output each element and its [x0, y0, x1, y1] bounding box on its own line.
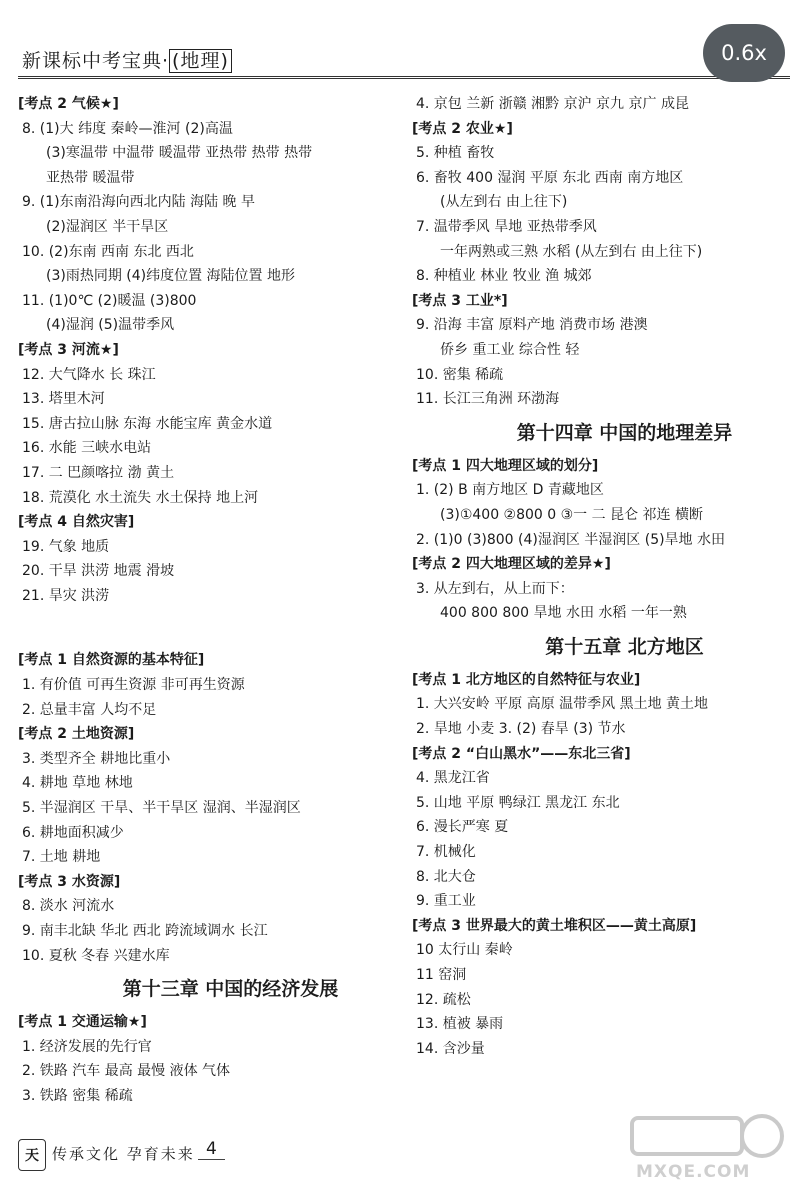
answer-line: 1. (2) B 南方地区 D 青藏地区: [416, 482, 604, 499]
watermark: [612, 1108, 792, 1188]
answer-line: 2. (1)0 (3)800 (4)湿润区 半湿润区 (5)旱地 水田: [416, 531, 726, 548]
answer-line: 21. 旱灾 洪涝: [22, 587, 110, 604]
right-column: [412, 92, 797, 1061]
answer-line-continued: 400 800 800 旱地 水田 水稻 一年一熟: [440, 605, 687, 622]
answer-line: 5. 山地 平原 鸭绿江 黑龙江 东北: [416, 794, 620, 811]
section-heading: [考点 3 工业*]: [412, 292, 508, 309]
answer-line: 7. 土地 耕地: [22, 849, 101, 866]
section-heading: [考点 3 河流★]: [18, 341, 119, 358]
answer-line: 3. 类型齐全 耕地比重小: [22, 750, 171, 767]
answer-line: 4. 黑龙江省: [416, 770, 490, 787]
answer-line: 2. 旱地 小麦 3. (2) 春旱 (3) 节水: [416, 721, 626, 738]
answer-line: 5. 种植 畜牧: [416, 145, 495, 162]
chapter-title: 第十五章 北方地区: [545, 635, 704, 658]
answer-line: 2. 总量丰富 人均不足: [22, 701, 157, 718]
answer-line: 6. 漫长严寒 夏: [416, 819, 509, 836]
publisher-slogan: 传承文化 孕育未来: [52, 1145, 195, 1163]
answer-line: 7. 温带季风 旱地 亚热带季风: [416, 218, 597, 235]
watermark-text: MXQE.COM: [636, 1162, 751, 1182]
section-heading: [考点 2 四大地理区域的差异★]: [412, 556, 611, 573]
section-heading: [考点 4 自然灾害]: [18, 514, 135, 531]
answer-line: 7. 机械化: [416, 844, 476, 861]
answer-line: 17. 二 巴颜喀拉 渤 黄土: [22, 464, 175, 481]
answer-line: 1. 大兴安岭 平原 高原 温带季风 黑土地 黄土地: [416, 696, 709, 713]
answer-line: 6. 畜牧 400 湿润 平原 东北 西南 南方地区: [416, 169, 684, 186]
answer-line: 12. 疏松: [416, 991, 471, 1008]
answer-line-continued: (3)①400 ②800 0 ③一 二 昆仑 祁连 横断: [440, 506, 703, 523]
section-heading: [考点 2 “白山黑水”——东北三省]: [412, 745, 631, 762]
zoom-level-button[interactable]: 0.6x: [703, 24, 785, 82]
answer-line: 13. 植被 暴雨: [416, 1016, 504, 1033]
chapter-title: 第十四章 中国的地理差异: [516, 421, 733, 444]
answer-line: 11. (1)0℃ (2)暖温 (3)800: [22, 292, 197, 309]
answer-line: 18. 荒漠化 水土流失 水土保持 地上河: [22, 489, 259, 506]
answer-line: 15. 唐古拉山脉 东海 水能宝库 黄金水道: [22, 415, 273, 432]
page-header: [0, 0, 800, 92]
section-heading: [考点 1 交通运输★]: [18, 1014, 147, 1031]
answer-line: 19. 气象 地质: [22, 538, 110, 555]
answer-line: 9. 重工业: [416, 893, 476, 910]
answer-line-continued: (2)湿润区 半干旱区: [46, 218, 169, 235]
answer-line: 8. 淡水 河流水: [22, 898, 115, 915]
section-heading: [考点 2 土地资源]: [18, 726, 135, 743]
answer-line: 8. (1)大 纬度 秦岭—淮河 (2)高温: [22, 120, 233, 137]
answer-line-continued: 一年两熟或三熟 水稻 (从左到右 由上往下): [440, 243, 703, 260]
answer-line-continued: (3)雨热同期 (4)纬度位置 海陆位置 地形: [46, 268, 296, 285]
answer-line-continued: 亚热带 暖温带: [46, 169, 135, 186]
answer-line: 10 太行山 秦岭: [416, 942, 513, 959]
answer-line-continued: (从左到右 由上往下): [440, 194, 568, 211]
answer-line: 12. 大气降水 长 珠江: [22, 366, 156, 383]
answer-line: 11. 长江三角洲 环渤海: [416, 391, 560, 408]
answer-line: 11 窑洞: [416, 967, 467, 983]
answer-line: 10. (2)东南 西南 东北 西北: [22, 243, 194, 260]
answer-line: 1. 有价值 可再生资源 非可再生资源: [22, 677, 245, 694]
answer-line-continued: 侨乡 重工业 综合性 轻: [440, 341, 580, 358]
subject-label: (地理): [169, 49, 232, 73]
spacer: [18, 608, 403, 648]
answer-line: 9. 南丰北缺 华北 西北 跨流域调水 长江: [22, 923, 268, 939]
answer-line: 4. 耕地 草地 林地: [22, 775, 133, 792]
answer-line-continued: (3)寒温带 中温带 暖温带 亚热带 热带 热带: [46, 145, 313, 162]
answer-line: 14. 含沙量: [416, 1040, 485, 1057]
answer-line: 3. 从左到右，从上而下：: [416, 580, 574, 597]
answer-line: 10. 密集 稀疏: [416, 366, 504, 383]
answer-line: 2. 铁路 汽车 最高 最慢 液体 气体: [22, 1063, 231, 1080]
page-number: 4: [198, 1139, 225, 1160]
header-rule: [18, 76, 790, 79]
section-heading: [考点 1 自然资源的基本特征]: [18, 652, 205, 669]
answer-line: 10. 夏秋 冬春 兴建水库: [22, 947, 170, 964]
chapter-title: 第十三章 中国的经济发展: [122, 978, 339, 1001]
book-title: [22, 46, 232, 73]
answer-line: 16. 水能 三峡水电站: [22, 440, 152, 457]
section-heading: [考点 1 四大地理区域的划分]: [412, 457, 599, 474]
answer-line: 20. 干旱 洪涝 地震 滑坡: [22, 563, 175, 580]
answer-line: 1. 经济发展的先行官: [22, 1038, 152, 1055]
section-heading: [考点 3 世界最大的黄土堆积区——黄土高原]: [412, 917, 697, 934]
answer-line: 8. 种植业 林业 牧业 渔 城郊: [416, 268, 592, 285]
section-heading: [考点 2 气候★]: [18, 96, 119, 112]
left-column: [18, 92, 403, 1109]
answer-line: 13. 塔里木河: [22, 391, 105, 408]
book-series: 新课标中考宝典·: [22, 50, 170, 72]
answer-line: 9. (1)东南沿海向西北内陆 海陆 晚 早: [22, 194, 255, 211]
section-heading: [考点 2 农业★]: [412, 120, 513, 137]
answer-line: 5. 半湿润区 干旱、半干旱区 湿润、半湿润区: [22, 800, 301, 817]
publisher-logo-icon: 天: [18, 1139, 46, 1171]
answer-line: 9. 沿海 丰富 原料产地 消费市场 港澳: [416, 317, 648, 334]
answer-line-continued: (4)湿润 (5)温带季风: [46, 317, 175, 334]
answer-line: 4. 京包 兰新 浙赣 湘黔 京沪 京九 京广 成昆: [416, 96, 689, 112]
page-footer: [18, 1135, 418, 1175]
section-heading: [考点 3 水资源]: [18, 873, 121, 890]
answer-line: 6. 耕地面积减少: [22, 824, 124, 841]
section-heading: [考点 1 北方地区的自然特征与农业]: [412, 671, 641, 688]
answer-line: 8. 北大仓: [416, 868, 476, 885]
answer-line: 3. 铁路 密集 稀疏: [22, 1087, 133, 1104]
